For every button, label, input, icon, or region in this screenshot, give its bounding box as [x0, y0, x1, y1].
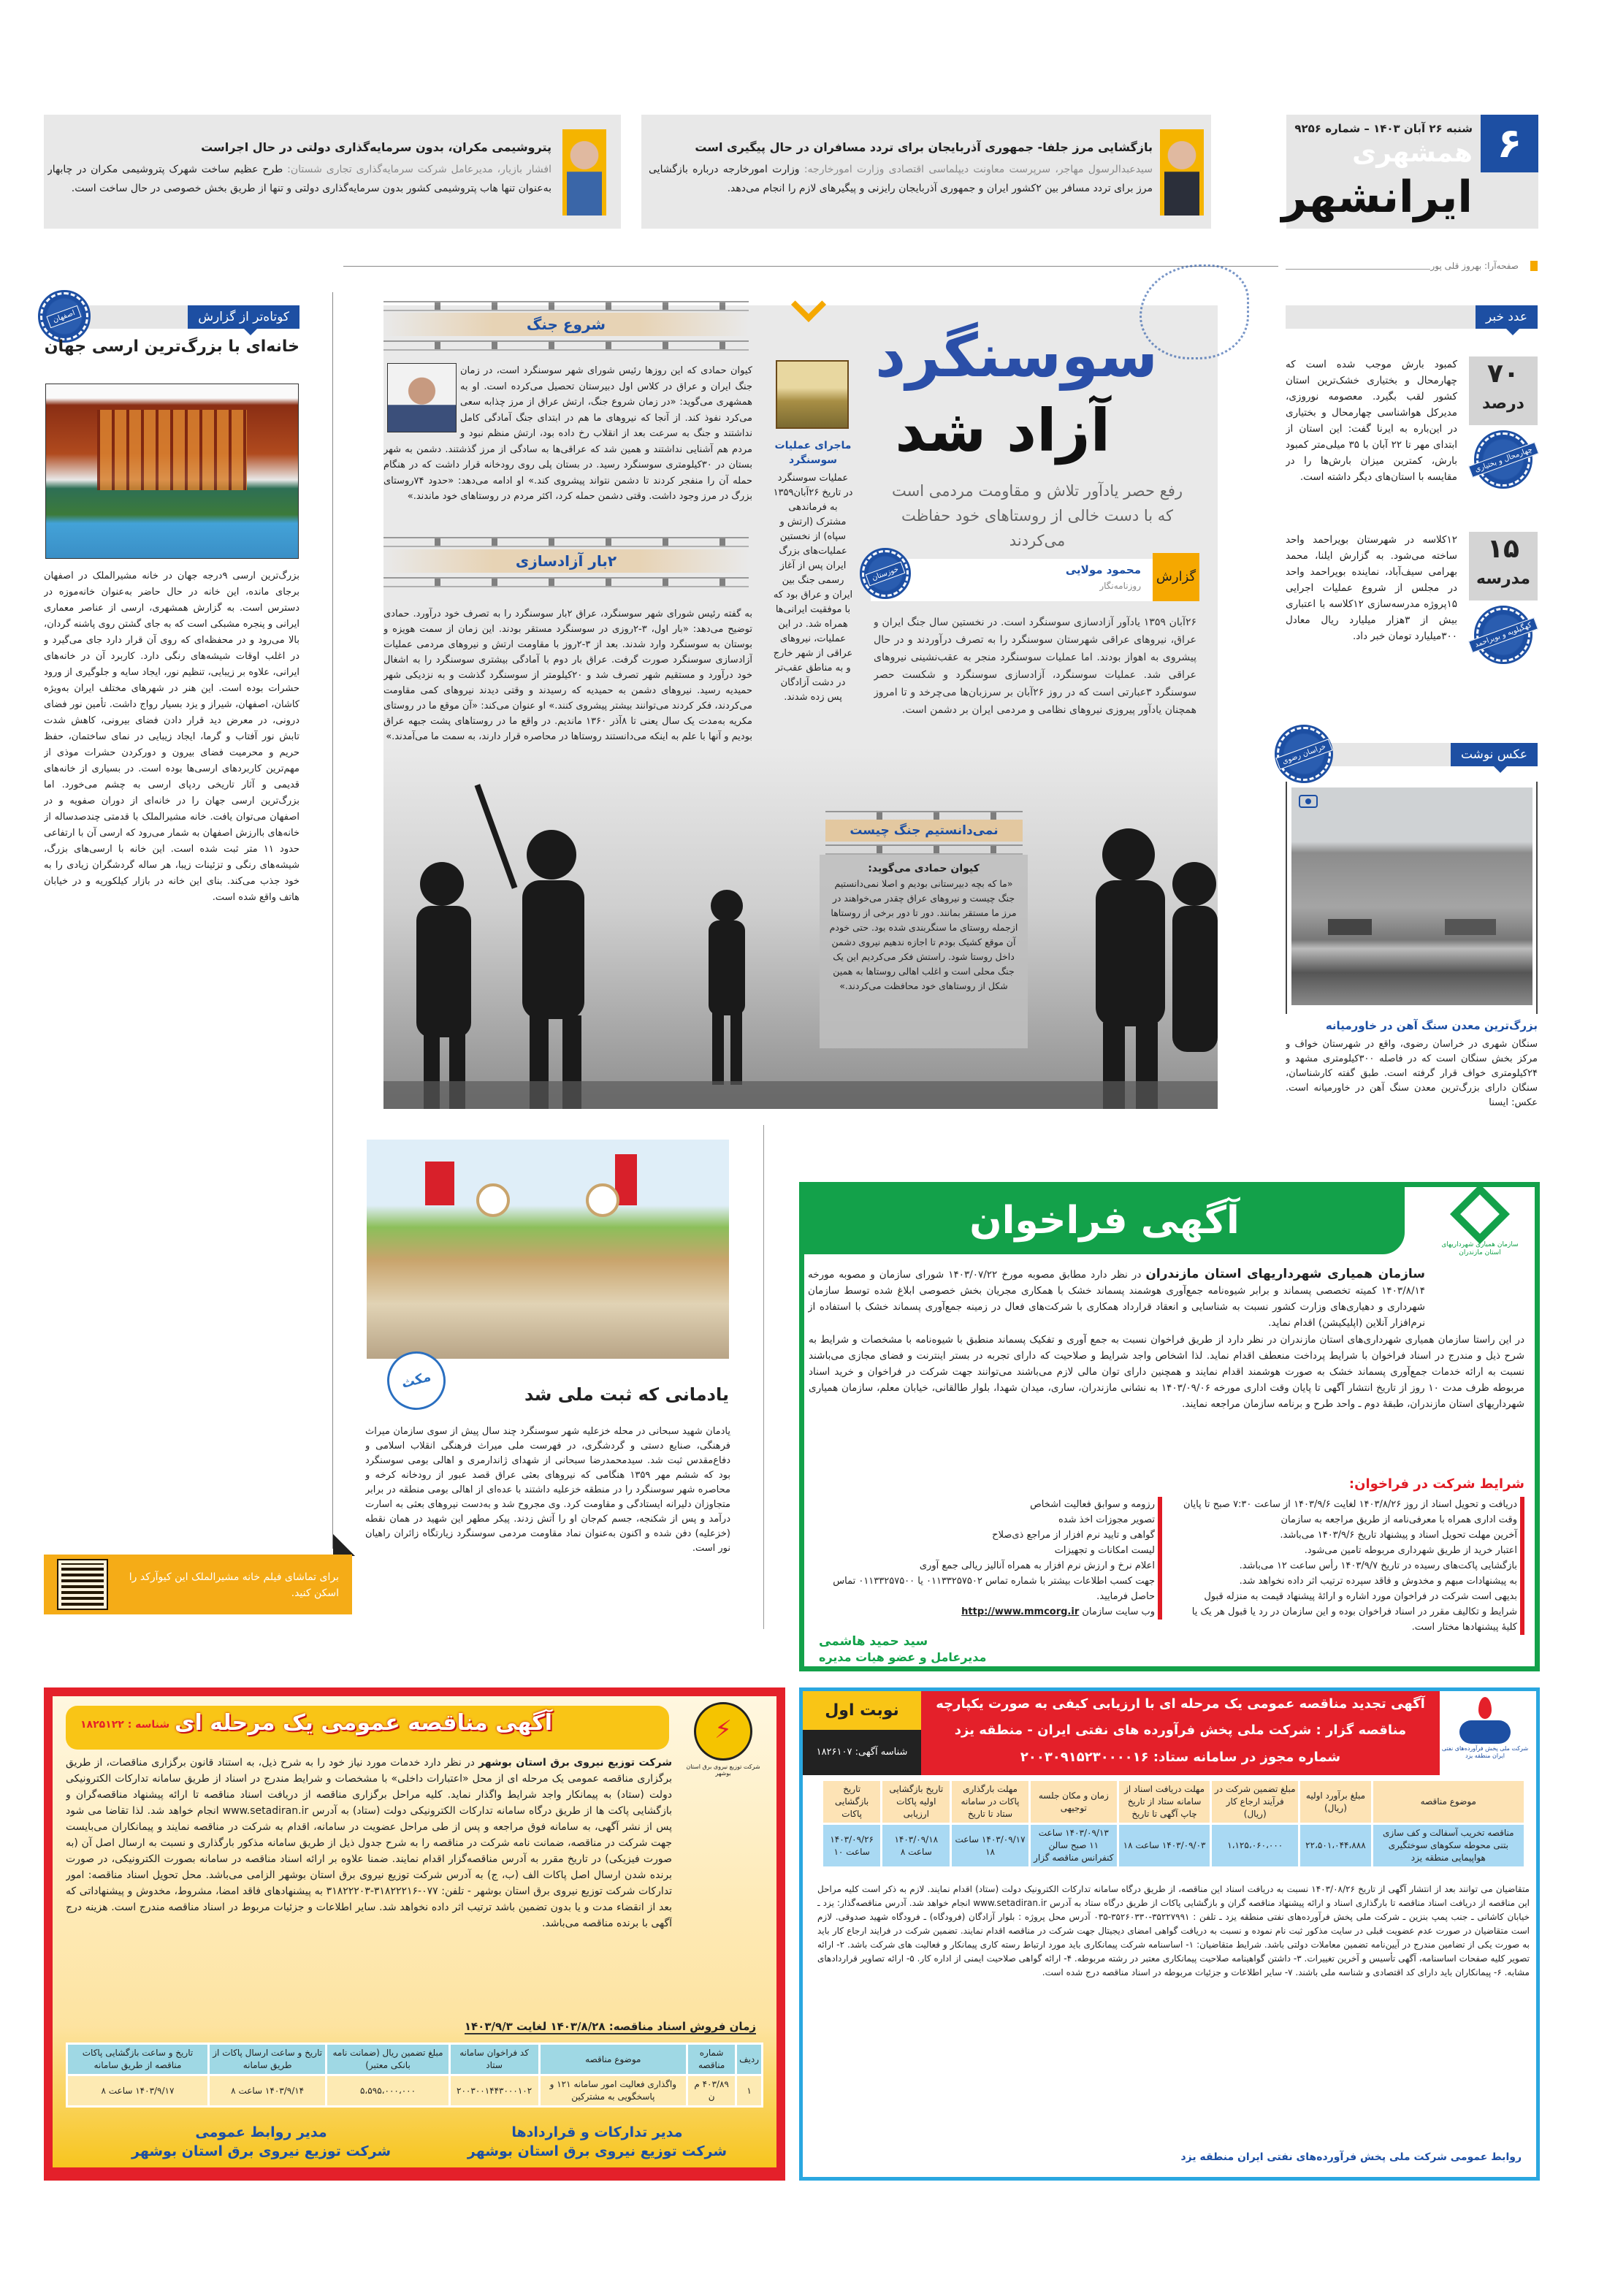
condition-item: آخرین مهلت تحویل اسناد و پیشنهاد تاریخ ۱۴۰۳/۹/۶ می‌باشد.	[1174, 1528, 1524, 1543]
soldier-silhouette	[475, 784, 584, 1109]
teaser-body	[649, 160, 1153, 222]
number-unit: مدرسه	[1476, 570, 1530, 588]
table-header-row	[823, 1781, 1524, 1823]
teaser-title[interactable]: پتروشیمی مکران، بدون سرمایه‌گذاری دولتی در حال اجراست	[201, 140, 551, 154]
short-report-headline: خانه‌ای با بزرگ‌ترین ارسی جهان	[44, 337, 299, 356]
province-seal	[1473, 608, 1533, 662]
section1-body: کیوان حمادی که این روزها رئیس شورای شهر سوسنگرد است، در زمان جنگ ایران و عراق در کلاس اول دبیرستان تحصیل می‌کرده است. او به همشهری می‌گوید: «در زمان شروع جنگ، ارتش عراق از مرز چذابه سعی می‌کرد نفوذ کند. از آنجا که نیروهای ما هم در ابتدای جنگ آمادگی کامل نداشتند و جنگ به سرعت بعد از انقلاب رخ داده بود، ارتش منظم نبود و مردم هم آشنایی نداشتند و همین شد که عراقی‌ها به سادگی از مرز گذشتند. دشمن به شهر بستان در ۳۰کیلومتری سوسنگرد رسید. در بستان پلی روی رودخانه قرار داشت که در هنگام حمله آن را منفجر کردند تا دشمن نتواند پیشروی کند.» او ادامه می‌دهد: «حدود ۷۴روستای بزرگ در مرز وجود داشت. وقتی دشمن حمله کرد، اکثر مردم در روستاهای خود ماندند.»	[383, 365, 752, 502]
section-title: ایرانشهر	[1281, 172, 1473, 223]
numbers-label: عدد خبر	[1476, 305, 1538, 329]
table-header: زمان و مکان جلسه توجیهی	[1038, 1790, 1109, 1813]
number-box	[1469, 356, 1538, 425]
condition-item: لیست امکانات و تجهیزات	[812, 1543, 1162, 1558]
table-header: مهلت دریافت اسناد از سامانه ستاد از تاریخ چاپ آگهی تا تاریخ	[1124, 1784, 1205, 1819]
logo-text: شرکت ملی پخش فرآورده‌های نفتی ایران منطقه یزد	[1441, 1745, 1529, 1759]
soldiers-silhouette-image	[383, 774, 1218, 1109]
orosi-window	[97, 410, 247, 490]
feature-byline	[871, 559, 1199, 601]
feature-subtitle: رفع حصر یادآور تلاش و مقاومت مردمی است که با دست خالی از روستاهای خود حفاظت می‌کردند	[892, 482, 1183, 549]
number-value: ۱۵	[1487, 534, 1519, 564]
ad-body: در این راستا سازمان همیاری شهرداری‌های استان مازندران در نظر دارد از طریق فراخوان نسبت به جمع آوری و تفکیک پسماند منطبق با شیوه‌نامه با مشخصات و شرایط به شرح ذیل و مندرج در اسناد فراخوان با شرایط پرداخت منعطف اقدام نماید. لذا اشخاص واجد شرایط و صلاحیت که دارای تجربه در بستر اینترنت و فضای مجازی می‌باشند نسبت به ارائه خدمات جمع‌آوری پسماند خشک به صورت هوشمند اقدام نمایند و همچنین دارای توان مالی لازم می‌باشند می‌توانند جهت شرکت در فراخوان و خرید اسناد مربوطه ظرف مدت ۱۰ روز از تاریخ انتشار آگهی تا پایان وقت اداری مورخه ۱۴۰۳/۰۹/۰۶ به نشانی مازندران، ساری، میدان شهدا، بلوار طالقانی، خیابان معلم، سازمان همیاری شهرداریهای استان مازندران، طبقهٔ دوم ـ واحد طرح و برنامه سازمان مراجعه نمایند.	[809, 1334, 1524, 1410]
number-text: ۱۲کلاسه در شهرستان بویراحمد واحد ساخته می‌شود. به گزارش ایلنا، محمد بهرامی سیف‌آباد، نماینده بویراحمد واحد در مجلس از شروع عملیات اجرایی ۱۵پروژه مدرسه‌سازی ۱۲کلاسه با اعتباری بیش از ۳هزار میلیارد ریال معادل ۳۰۰میلیارد تومان خبر داد.	[1286, 534, 1457, 642]
signer-org: شرکت توزیع نیروی برق استان بوشهر	[131, 2143, 392, 2159]
province-label: خوزستان	[866, 561, 906, 586]
qr-text: برای تماشای فیلم خانه مشیرالملک این کیوآرکد را اسکن کنید.	[129, 1571, 339, 1599]
top-rule	[343, 266, 1278, 267]
conditions-list-left	[812, 1497, 1162, 1620]
barbed-wire-divider	[383, 340, 749, 351]
ad-id: شناسه : ۱۸۲۵۱۲۲	[80, 1719, 170, 1731]
table-row	[823, 1825, 1524, 1866]
short-report-label: کوتاه‌تر از گزارش	[188, 305, 299, 329]
quote-title-band	[825, 820, 1023, 842]
truck	[1445, 919, 1496, 935]
condition-item: گواهی و تایید نرم افزار از مراجع ذی‌صلاح	[812, 1528, 1162, 1543]
table-header: شماره مناقصه	[698, 2048, 725, 2070]
column-divider	[332, 292, 333, 1549]
barbed-wire-divider	[383, 301, 749, 311]
ad-body-text: در نظر دارد خدمات مورد نیاز خود را به شرح ذیل، به استناد قانون برگزاری مناقصات، از طریق برگزاری مناقصه عمومی یک مرحله ای از محل «اعتبارات داخلی» با مشخصات و شرایط مندرج در اسناد از طریق سامانه تدارکات الکترونیکی دولت (ستاد) به پیمانکار واجد شرایط واگذار نماید. کلیه مراحل برگزاری مناقصه از دریافت اسناد مناقصه تا ارائه پیشنهاد مناقصه‌گران و بازگشایی پاکت ها از طریق درگاه سامانه تدارکات الکترونیکی دولت (ستاد) به آدرس www.setadiran.ir انجام خواهد شد. لذا تقاضا می شود پس از نشر آگهی، به سامانه فوق مراجعه و پس از طی مراحل عضویت در سامانه، اقدام به شرکت در مناقصه نمایند و پیمانکاران می‌بایست جهت شرکت در مناقصه، ضمانت نامه شرکت در مناقصه را به شرح جدول ذیل از طریق سامانه مذکور بارگذاری و نسبت به ارسال اصل آن (به صورت فیزیکی) در تاریخ مقرر به آدرس مناقصه‌گزار اقدام نمایند. ضمنا علاوه بر ارائه اسناد مناقصه در سامانه بصورت الکترونیکی، در صورت برنده شدن ارسال اصل پاکات الف (ب، ج) به آدرس شرکت توزیع نیروی برق استان بوشهر الزامی می‌باشد. محل تحویل اسناد مناقصه: امور تدارکات شرکت توزیع نیروی برق استان بوشهر - تلفن: ۰۷۷-۳۱۸۲۲۲۱۶-۳۱۸۲۲۲۰۳ به پیشنهادهای فاقد امضا، مشروط، مخدوش و پیشنهاداتی که بعد از انقضاء مدت و یا بدون تضمین باشد ترتیب اثر داده نخواهد شد. سایر اطلاعات و جزئیات مربوط در اسناد مناقصه مندرج است. هزینه درج آگهی با برنده مناقصه می‌باشد.	[66, 1757, 672, 1929]
section-title	[383, 313, 749, 336]
table-header-row	[68, 2045, 761, 2074]
section1-text	[383, 363, 752, 520]
lightning-icon: ⚡	[714, 1715, 732, 1744]
condition-item: رزومه و سوابق فعالیت اشخاص	[812, 1497, 1162, 1512]
condition-item: اعلام نرخ و ارزش نرم افزار به همراه آنالیز ریالی جمع آوری	[812, 1558, 1162, 1574]
teaser-source: افشار بازیار، مدیرعامل شرکت سرمایه‌گذاری تجاری شستان:	[287, 164, 551, 175]
ad-mazandaran	[799, 1182, 1540, 1671]
province-seal	[1277, 727, 1331, 781]
section1-title: شروع جنگ	[526, 316, 606, 333]
table-cell: ۱۴۰۳/۰۹/۱۳ ساعت ۱۱ صبح سالن کنفرانس مناقصه گزار	[1034, 1828, 1114, 1863]
portrait-frame	[476, 1183, 510, 1217]
barbed-wire-divider	[383, 537, 749, 547]
barbed-wire-divider	[383, 577, 749, 587]
ad-intro	[808, 1266, 1425, 1332]
teaser-title[interactable]: بازگشایی مرز جلفا- جمهوری آذربایجان برای تردد مسافران در حال پیگیری است	[695, 140, 1153, 154]
author-role: روزنامه‌نگار	[1099, 581, 1141, 591]
table-cell: ۱۴۰۳/۰۹/۱۸ ساعت ۸	[894, 1834, 939, 1857]
signer-org: شرکت توزیع نیروی برق استان بوشهر	[467, 2143, 727, 2159]
condition-item	[812, 1604, 1162, 1620]
table-cell: ۲۲،۵۰۱،۰۴۴،۸۸۸	[1305, 1840, 1366, 1850]
ad-body: متقاضیان می توانند بعد از انتشار آگهی از تاریخ ۱۴۰۳/۰۸/۲۶ نسبت به دریافت اسناد این مناقصه، از طریق درگاه سامانه تدارکات الکترونیک دولت (ستاد) اقدام نمایند. لازم به ذکر است کلیه مراحل این مناقصه از دریافت اسناد مناقصه تا بارگذاری اسناد و ارائه پیشنهاد مناقصه گران و بازگشایی پاکات از طریق درگاه ستاد به آدرس www.setadiran.ir انجام خواهد شد. آدرس مناقصه‌گذار: یزد ـ خیابان کاشانی ـ جنب پمپ بنزین ـ شرکت ملی پخش فرآورده‌های نفتی منطقه یزد ـ تلفن : ۳۵۲۲۷۹۹۱-۳۵۲۶۰۳۳۰-۰۳۵ آدرس محل پروژه : بلوار آزادگان (فرودگاه) ـ فرودگاه شهید صدوقی. لازم است متقاضیان در صورت عدم عضویت قبلی در سایت مذکور ثبت نام نموده و نسبت به دریافت گواهی امضای دیجیتال جهت شرکت در مناقصه اقدام نمایند. تضمین شرکت در فرایند ارجاع کار باید به صورت یکی از تضامین مندرج در آیین‌نامه تضمین معاملات دولتی باشد. شرایط متقاضیان: ۱- اساسنامه شرکت پیمانکاری باید مورد ارتباط رسته کاری پیمانکار و فعالیت های شرکت باشد. ۲- ارائه تصویر کلیه صفحات اساسنامه، آگهی تأسیس و آخرین تغییرات. ۳- داشتن گواهینامه صلاحیت پیمانکاری معتبر در رشته مربوطه. ۴- ارائه گواهی صلاحیت ایمنی از اداره کار. ۵- ارائه تصاویر قراردادهای مشابه. ۶- پیمانکاران باید دارای کد اقتصادی و شناسه ملی باشند. ۷- سایر اطلاعات و جزئیات مربوطه در اسناد مناقصه درج شده است.	[817, 1884, 1530, 1977]
ad-title-1: آگهی تجدید مناقصه عمومی یک مرحله ای با ارزیابی کیفی به صورت یکپارچه	[936, 1696, 1425, 1712]
short-report-text: بزرگ‌ترین ارسی ۹درجه جهان در خانه مشیرالملک در اصفهان برجای مانده، این خانه در حال حاضر به‌عنوان خانه‌موزه در دسترس است. به گزارش همشهری، ارسی از عناصر معماری ایرانی و پنجره مشبکی است که به جای گشتن روی پاشنه گردان، بالا می‌رود و در محفظه‌ای که روی آن قرار دارد جای می‌گیرد و در اغلب اوقات شیشه‌های رنگی دارد. کاربرد آن در خانه‌های ایرانی، علاوه بر زیبایی، تنظیم نور، ایجاد سایه و جلوگیری از ورود حشرات بوده است. این هنر در شهرهای مختلف ایران به‌ویژه کاشان، اصفهان، شیراز و یزد بسیار رواج داشت. تأمین نور فضای درونی، در معرض دید قرار دادن فضای بیرونی، کاهش شدت تابش نور آفتاب و گرما، ایجاد زیبایی در نمای ساختمان، حفظ حریم و محرمیت فضای بیرون و دورکردن حشرات موذی از مهم‌ترین کاربردهای ارسی‌ها بوده است. در بسیاری از خانه‌های قدیمی و آثار تاریخی ردپای ارسی به چشم می‌خورد. اما بزرگ‌ترین ارسی جهان را در خانه‌ای از دوران صفویه و در اصفهان می‌توان یافت. خانه مشیرالملک با قدمتی چندصدساله از خانه‌های باارزش اصفهان به شمار می‌رود که ارسی آن با ارتفاعی حدود ۱۱ متر ثبت شده است. این خانه با ارسی‌های بزرگ، شیشه‌های رنگی و تزئینات زیبا، هر ساله گردشگران زیادی را به خود جذب می‌کند. بنای این خانه در بازار کیلکوریه و در خیابان هاتف واقع شده است.	[44, 571, 299, 903]
org-logo	[1440, 1193, 1520, 1259]
condition-item: دریافت و تحویل اسناد از روز ۱۴۰۳/۸/۲۶ لغایت ۱۴۰۳/۹/۶ از ساعت ۷:۳۰ صبح تا پایان وقت اداری همراه با معرفی‌نامه از طریق مراجعه به سازمان	[1174, 1497, 1524, 1528]
table-header: کد فراخوان سامانه ستاد	[459, 2048, 529, 2070]
flame-icon	[1478, 1697, 1492, 1719]
table-header: تاریخ و ساعت بازگشایی پاکات مناقصه از طریق سامانه	[82, 2048, 194, 2070]
table-header: موضوع مناقصه	[585, 2053, 641, 2064]
tender-table	[821, 1779, 1526, 1869]
issue-date: شنبه ۲۶ آبان ۱۴۰۳ – شماره ۹۲۵۶	[1294, 122, 1473, 135]
teaser-text: طرح عظیم ساخت شهرک پتروشیمی مکران در چابهار به‌عنوان تنها هاب پتروشیمی کشور بدون سرمایه‌گذاری دولتی و تنها از طریق بخش خصوصی در حال ساخت است.	[47, 164, 551, 194]
camera-icon	[1299, 795, 1318, 808]
column-divider-tip	[333, 1534, 355, 1556]
soldier-silhouette	[1096, 828, 1165, 1109]
teaser-text: وزارت امورخارجه درباره بازگشایی مرز برای تردد مسافر بین ۲کشور ایران و جمهوری آذربایجان رایزنی و پیگیرهای لازم را انجام می‌دهد.	[649, 164, 1153, 194]
condition-item: تصویر مجوزات اخذ شده	[812, 1512, 1162, 1528]
author-name: محمود مولایی	[1065, 563, 1141, 576]
table-header: مبلغ برآورد اولیه (ریال)	[1305, 1790, 1365, 1813]
section2-text: به گفته رئیس شورای شهر سوسنگرد، عراق ۲بار سوسنگرد را به تصرف خود درآورد. حمادی توضیح می‌دهد: «بار اول، ۳-۲روزی در سوسنگرد مستقر بودند. این زمان از سمت هویزه و بوستان به سوسنگرد وارد شدند. بعد از ۳-۲روز با مقاومت ارتش و نیروهای مردمی عملیات آزادسازی سوسنگرد صورت گرفت. عراق بار دوم با آمادگی بیشتری سوسنگرد را به اشغال خود درآورد و مستقیم شهر تصرف شد و ۲۰کیلومتر از سوسنگرد گذشت و به نزدیکی شهر حمیدیه رسید. نیروهای دشمن به حمیدیه که رسیدند و وقتی دیدند نیروهای کمی مقاومت می‌کردند، فکر کردند می‌توانند بیشتر پیشروی کنند.» او عنوان می‌کند: «آن موقع ما در روستای مکریه به‌مدت یک سال یعنی تا ۸آذر ۱۳۶۰ ماندیم. در واقع ما در روستاهای پشت جبهه عراق بودیم و آنها با علم به اینکه می‌دانستند روستاها در محاصره قرار دارند، به سمت ما می‌آمدند.»	[383, 609, 752, 742]
conditions-title: شرایط شرکت در فراخوان:	[1348, 1476, 1524, 1492]
province-seal	[40, 292, 88, 340]
number-box	[1469, 532, 1538, 600]
table-header: مهلت بارگذاری پاکات در سامانه ستاد تا تاریخ	[961, 1784, 1020, 1819]
memorial-text: یادمان شهید سبحانی در محله خزعلیه شهر سوسنگرد چند سال پیش از سوی سازمان میراث فرهنگی، صنایع دستی و گردشگری، در فهرست ملی میراث فرهنگی انقلاب اسلامی و دفاع‌مقدس ثبت شد. سیدمحمدرضا سبحانی از شهدای ژاندارمری و اهالی بومی سوسنگرد بود که ششم مهر ۱۳۵۹ هنگامی که نیروهای بعثی عراق قصد عبور از رودخانه کرخه و محاصره شهر سوسنگرد را در منطقه خزعلیه داشتند با عده‌ای از اهالی بومی منطقه در برابر متجاوزان دلیرانه ایستادگی و مقاومت کرد. وی مجروح شد و به‌دست نیروهای بعثی به اسارت درآمد و پس از شکنجه، جسم کم‌جان او را آتش زدند. پیکر مطهر این شهید در همان نقطه (خزعلیه) دفن شده و اکنون به‌عنوان نماد مقاومت مردمی سوسنگرد زیارتگاه زائران راهیان نور است.	[365, 1426, 730, 1554]
barbed-wire-divider	[825, 844, 1023, 855]
table-header: تاریخ و ساعت ارسال پاکات از طریق سامانه	[213, 2048, 323, 2070]
table-cell: ۵،۵۹۵،۰۰۰،۰۰۰	[359, 2085, 416, 2096]
table-cell: ۲۰۰۳۰۰۱۴۴۳۰۰۰۱۰۲	[457, 2085, 533, 2096]
turn-badge: نوبت اول	[803, 1691, 921, 1730]
number-text: کمبود بارش موجب شده است که چهارمحال و بختیاری خشک‌ترین استان کشور لقب بگیرد. معصومه نوروزی، مدیرکل هواشناسی چهارمحال و بختیاری در این‌باره به ایرنا گفت: این استان از ابتدای مهر تا ۲۲ آبان با ۳۵ میلی‌متر کمبود بارش، کمترین میزان بارش‌ها را در مقایسه با استان‌های دیگر داشته است.	[1286, 359, 1457, 483]
bushehr-logo-text: شرکت توزیع نیروی برق استان بوشهر	[686, 1763, 760, 1777]
ad-bushehr	[44, 1687, 785, 2181]
condition-item: بازگشایی پاکت‌های رسیده در تاریخ ۱۴۰۳/۹/۷ رأس ساعت ۱۲ می‌باشد.	[1174, 1558, 1524, 1574]
table-cell: ۱،۱۲۵،۰۶۰،۰۰۰	[1227, 1840, 1283, 1850]
feature-lead: ۲۶آبان ۱۳۵۹ یادآور آزادسازی سوسنگرد است. در نخستین سال جنگ ایران و عراق، نیروهای عراقی شهرستان سوسنگرد را به تصرف درآوردند و در حال پیشروی به اهواز بودند. اما عملیات سوسنگرد منجر به عقب‌نشینی نیروهای عراقی شد. عملیات سوسنگرد، آزادسازی سوسنگرد و شکست حصر سوسنگرد ۳عبارتی است که در روز ۲۶آبان بر سرزبان‌ها می‌چرخد و تا امروز همچنان یادآور پیروزی نیروهای نظامی و مردمی ایران بر دشمن است.	[874, 617, 1196, 716]
photo-caption-text: سنگان شهری در خراسان رضوی، واقع در شهرستان خواف و مرکز بخش سنگان است که در فاصله ۳۰۰کیلومتری مشهد و ۲۴کیلومتری خواف قرار گرفته است. طبق گفته کارشناسان، سنگان دارای بزرگ‌ترین معدن سنگ آهن در خاورمیانه است. عکس: ایسنا	[1286, 1039, 1538, 1108]
condition-item: به پیشنهادات مبهم و مخدوش و فاقد سپرده ترتیب اثر داده نخواهد شد.	[1174, 1574, 1524, 1589]
memorial-photo	[367, 1140, 729, 1359]
teaser-source: سیدعبدالرسول مهاجر، سرپرست معاونت دیپلماسی اقتصادی وزارت امورخارجه:	[804, 164, 1153, 175]
portrait-frame	[586, 1183, 619, 1217]
ad-body	[66, 1755, 672, 2021]
photo-note-label: عکس نوشت	[1451, 743, 1538, 766]
condition-item: بدیهی است شرکت در فراخوان مورد اشاره و ارائهٔ پیشنهاد قیمت به منزله قبول شرایط و تکالیف مقرر در اسناد فراخوان بوده و این سازمان در رد یا قبول هر یک یا کلیهٔ پیشنهادها مختار است.	[1174, 1589, 1524, 1635]
table-header: تاریخ بازگشایی پاکات	[835, 1784, 869, 1819]
table-header: ردیف	[739, 2053, 759, 2064]
section2-title: ۲بار آزادسازی	[515, 552, 617, 570]
province-label: کهگیلویه و بویراحمد	[1468, 617, 1538, 653]
nioc-logo	[1441, 1697, 1529, 1777]
ad-org: شرکت توزیع نیروی برق استان بوشهر	[478, 1757, 672, 1769]
province-label: چهارمحال و بختیاری	[1468, 441, 1539, 477]
ad-id: شناسه آگهی: ۱۸۲۶۱۰۷	[803, 1730, 921, 1775]
section-title	[383, 549, 749, 573]
condition-item: اعتبار خرید از طریق شهرداری مربوطه تامین می‌شود.	[1174, 1543, 1524, 1558]
ad-title-2: مناقصه گزار : شرکت ملی پخش فرآورده های نفتی ایران - منطقه یزد	[954, 1723, 1407, 1738]
signer-name: سید حمید هاشمی	[819, 1634, 928, 1649]
moshir-house-photo	[45, 384, 299, 559]
layout-credit-text: صفحه‌آرا: بهروز قلی پور	[1430, 261, 1519, 271]
signer-title: مدیر تدارکات و قراردادها	[511, 2124, 683, 2140]
province-seal	[862, 550, 909, 597]
column-divider	[763, 1125, 764, 1629]
signature-block	[467, 2123, 727, 2161]
qr-code[interactable]	[58, 1560, 107, 1609]
ad-title-band	[804, 1187, 1405, 1254]
photo-note-header	[1315, 743, 1538, 766]
table-cell: ۱	[747, 2085, 752, 2096]
qr-banner[interactable]	[44, 1555, 352, 1614]
kicker-label: گزارش	[1153, 553, 1199, 601]
soldier-silhouette	[1172, 862, 1218, 1052]
sidebar-text: عملیات سوسنگرد در تاریخ ۲۶آبان۱۳۵۹ به فرماندهی مشترک (ارتش و سپاه) از نخستین عملیات‌های بزرگ ایران پس از آغاز رسمی جنگ بین ایران و عراق بود که با موفقیت ایرانی‌ها همراه شد. در این عملیات، نیروهای عراقی از شهر خارج و به مناطق عقب‌تر در دشت آزادگان پس زده شدند.	[773, 473, 853, 703]
logo-mark	[1450, 1184, 1510, 1244]
table-header: تاریخ بازگشایی اولیه پاکات ارزیابی	[889, 1784, 944, 1819]
signature-block	[131, 2123, 391, 2161]
ad-org: سازمان همیاری شهرداریهای استان مازندران	[1145, 1267, 1425, 1281]
layout-credit	[1430, 261, 1538, 271]
signer-role: مدیرعامل و عضو هیات مدیره	[819, 1650, 987, 1664]
bushehr-logo	[694, 1702, 752, 1761]
website-label: وب سایت سازمان	[1082, 1606, 1155, 1617]
province-seal	[1473, 432, 1533, 487]
signer-title: مدیر روابط عمومی	[195, 2124, 327, 2140]
logo-mark	[1459, 1720, 1511, 1744]
quote-speaker: کیوان حمادی می‌گوید:	[868, 863, 980, 874]
flag	[425, 1162, 454, 1205]
ad-intro-text: در نظر دارد مطابق مصوبه مورخ ۱۴۰۳/۰۷/۲۲ شورای سازمان و مصوبه مورخه ۱۴۰۳/۸/۱۴ کمیته تخصصی پسماند و برابر شیوه‌نامه جمع‌آوری هوشمند پسماند خشک با همکاری مجریان بخش خصوصی ابلاغ شده توسط سازمان شهرداری و دهیاری‌های وزارت کشور نسبت به شناسایی و انعقاد قرارداد همکاری با شرکت‌های فعال در زمینه جمع‌آوری پسماند خشک با استفاده از نرم‌افزار آنلاین (اپلیکیشن) اقدام نماید.	[808, 1269, 1425, 1329]
sidebar-thumbnail	[776, 360, 849, 429]
table-cell: ۱۴۰۳/۰۹/۰۳ ساعت ۱۸	[1123, 1840, 1206, 1850]
ad-title-3: شماره مجوز در سامانه ستاد: ۲۰۰۳۰۹۱۵۲۳۰۰۰۰۱۶	[1020, 1750, 1341, 1765]
ad-yazd	[799, 1687, 1540, 2181]
number-item	[1286, 356, 1538, 510]
ad-title-band	[921, 1691, 1440, 1775]
tender-table	[66, 2043, 763, 2108]
feature-headline-1: سوسنگرد	[875, 321, 1158, 391]
table-cell: ۱۴۰۳/۰۹/۲۶ ساعت ۱۰	[830, 1834, 874, 1857]
table-row	[68, 2076, 761, 2105]
table-cell: ۱۴۰۳/۰۹/۱۷ ساعت ۱۸	[955, 1834, 1026, 1857]
teaser-portrait	[1160, 129, 1204, 216]
quote-text: «ما که بچه دبیرستانی بودیم و اصلا نمی‌دانستیم جنگ چیست و نیروهای عراق چقدر می‌خواهند در مرز ما مستقر بمانند. دور تا دور برخی از روستاها ازجمله روستای ما سنگربندی شده بود. حتی خودم آن موقع کشیک بودم تا اجازه ندهیم نیروی دشمن داخل روستا شود. راستش فکر می‌کردیم این یک جنگ محلی است و اغلب اهالی روستاها به همین شکل از روستاهای خود محافظت می‌کردند.»	[829, 878, 1018, 991]
memorial-stamp-label: مکث	[400, 1369, 433, 1392]
section-masthead	[1281, 115, 1538, 229]
quote-title: نمی‌دانستیم جنگ چیست	[850, 823, 999, 838]
ad-title: آگهی فراخوان	[969, 1199, 1240, 1243]
table-cell: مناقصه تخریب آسفالت و کف سازی بتنی محوطه سکوهای سوختگیری هواپیمایی منطقه یزد	[1383, 1828, 1514, 1863]
sidebar-title: ماجرای عملیات سوسنگرد	[774, 440, 852, 466]
truck	[1328, 919, 1372, 935]
soldier-silhouette	[709, 890, 745, 1085]
province-label: خراسان رضوی	[1275, 739, 1332, 769]
table-header: مبلغ تضمین شرکت در فرآیند ارجاع کار (ریال)	[1214, 1784, 1296, 1819]
photo-caption-title: بزرگ‌ترین معدن سنگ آهن در خاورمیانه	[1325, 1019, 1538, 1032]
quote-box	[820, 855, 1028, 1048]
ad-title-band	[66, 1706, 669, 1750]
brand-watermark: همشهری	[1352, 138, 1473, 168]
number-item	[1286, 532, 1538, 678]
table-cell: ۴۰۳/۸۹ م ن	[694, 2079, 729, 2102]
table-cell: واگذاری فعالیت امور سامانه ۱۲۱ و پاسخگویی به مشترکین	[549, 2079, 677, 2102]
page-number: ۶	[1481, 115, 1538, 172]
number-unit: درصد	[1482, 394, 1524, 413]
ad-footer: روابط عمومی شرکت ملی پخش فرآورده‌های نفتی ایران منطقه یزد	[1180, 2151, 1522, 2163]
number-value: ۷۰	[1487, 359, 1519, 389]
conditions-list-right	[1174, 1497, 1524, 1635]
numbers-header	[1286, 305, 1538, 329]
memorial-headline: یادمانی که ثبت ملی شد	[524, 1384, 729, 1405]
table-cell: ۱۴۰۳/۹/۱۷ ساعت ۸	[101, 2085, 175, 2096]
condition-item: جهت کسب اطلاعات بیشتر با شماره تماس ۰۱۱۳۳۲۵۷۵۰۲ یا ۰۱۱۳۳۲۵۷۵۰۰ تماس حاصل فرمایید.	[812, 1574, 1162, 1604]
table-cell: ۱۴۰۳/۹/۱۴ ساعت ۸	[231, 2085, 305, 2096]
province-label: اصفهان	[47, 305, 82, 327]
teaser-box	[44, 115, 621, 229]
logo-text: سازمان همیاری شهرداریهای استان مازندران	[1441, 1241, 1519, 1256]
ad-title: آگهی مناقصه عمومی یک مرحله ای	[175, 1710, 552, 1736]
website-link[interactable]: http://www.mmcorg.ir	[961, 1606, 1080, 1617]
soldier-silhouette	[416, 862, 471, 1109]
teaser-portrait	[562, 129, 606, 216]
feature-headline-2: آزاد شد	[895, 397, 1110, 465]
sale-period: زمان فروش اسناد مناقصه: ۱۴۰۳/۸/۲۸ لغایت ۱۴۰۳/۹/۳	[464, 2020, 756, 2033]
mine-photo	[1291, 787, 1532, 1005]
table-header: مبلغ تضمین ریال (ضمانت نامه بانکی معتبر)	[332, 2048, 443, 2070]
teaser-body	[47, 160, 551, 222]
teaser-box	[641, 115, 1211, 229]
short-report-header	[80, 305, 299, 329]
table-header: موضوع مناقصه	[1420, 1796, 1476, 1807]
